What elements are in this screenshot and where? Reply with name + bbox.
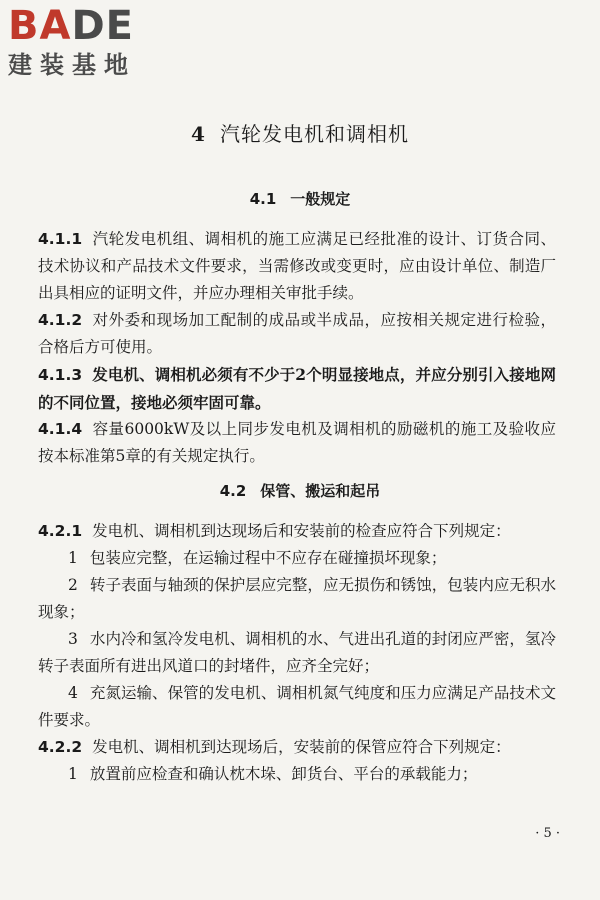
section-title-text: 一般规定 xyxy=(290,190,351,208)
section-4-1-body xyxy=(38,226,556,470)
clause-4-2-1: 4.2.1 发电机、调相机到达现场后和安装前的检查应符合下列规定： xyxy=(38,522,511,540)
clause-4-1-4: 4.1.4 容量6000kW及以上同步发电机及调相机的励磁机的施工及验收应按本标准第5章的有关规定执行。 xyxy=(38,420,556,465)
list-item: 1 包装应完整，在运输过程中不应存在碰撞损坏现象； xyxy=(68,549,447,567)
chapter-title xyxy=(0,118,600,147)
section-title-4-2 xyxy=(0,480,600,501)
brand-logo xyxy=(8,4,178,80)
logo-subtitle: 建装基地 xyxy=(8,51,136,79)
section-title-text: 保管、搬运和起吊 xyxy=(260,482,381,500)
list-item: 4 充氮运输、保管的发电机、调相机氮气纯度和压力应满足产品技术文件要求。 xyxy=(38,684,556,729)
list-item: 1 放置前应检查和确认枕木垛、卸货台、平台的承载能力； xyxy=(68,765,478,783)
clause-4-1-3: 4.1.3 发电机、调相机必须有不少于2个明显接地点，并应分别引入接地网的不同位置，接地必须牢固可靠。 xyxy=(38,365,556,412)
chapter-title-text: 汽轮发电机和调相机 xyxy=(219,122,409,146)
clause-4-1-2: 4.1.2 对外委和现场加工配制的成品或半成品，应按相关规定进行检验，合格后方可使用。 xyxy=(38,311,556,356)
section-number: 4.2 xyxy=(219,482,247,500)
list-item: 3 水内冷和氢冷发电机、调相机的水、气进出孔道的封闭应严密，氢冷转子表面所有进出风道口的封堵件，应齐全完好； xyxy=(38,630,556,675)
list-item: 2 转子表面与轴颈的保护层应完整，应无损伤和锈蚀，包装内应无积水现象； xyxy=(38,576,556,621)
logo-brand-text: BADE xyxy=(8,3,134,49)
clause-4-1-1: 4.1.1 汽轮发电机组、调相机的施工应满足已经批准的设计、订货合同、技术协议和产品技术文件要求，当需修改或变更时，应由设计单位、制造厂出具相应的证明文件，并应办理相关审批手续。 xyxy=(38,230,556,302)
section-title-4-1 xyxy=(0,188,600,209)
page-number: · 5 · xyxy=(535,826,560,841)
chapter-number: 4 xyxy=(191,122,206,146)
clause-4-2-2: 4.2.2 发电机、调相机到达现场后，安装前的保管应符合下列规定： xyxy=(38,738,511,756)
section-4-2-body xyxy=(38,518,556,788)
section-number: 4.1 xyxy=(249,190,277,208)
